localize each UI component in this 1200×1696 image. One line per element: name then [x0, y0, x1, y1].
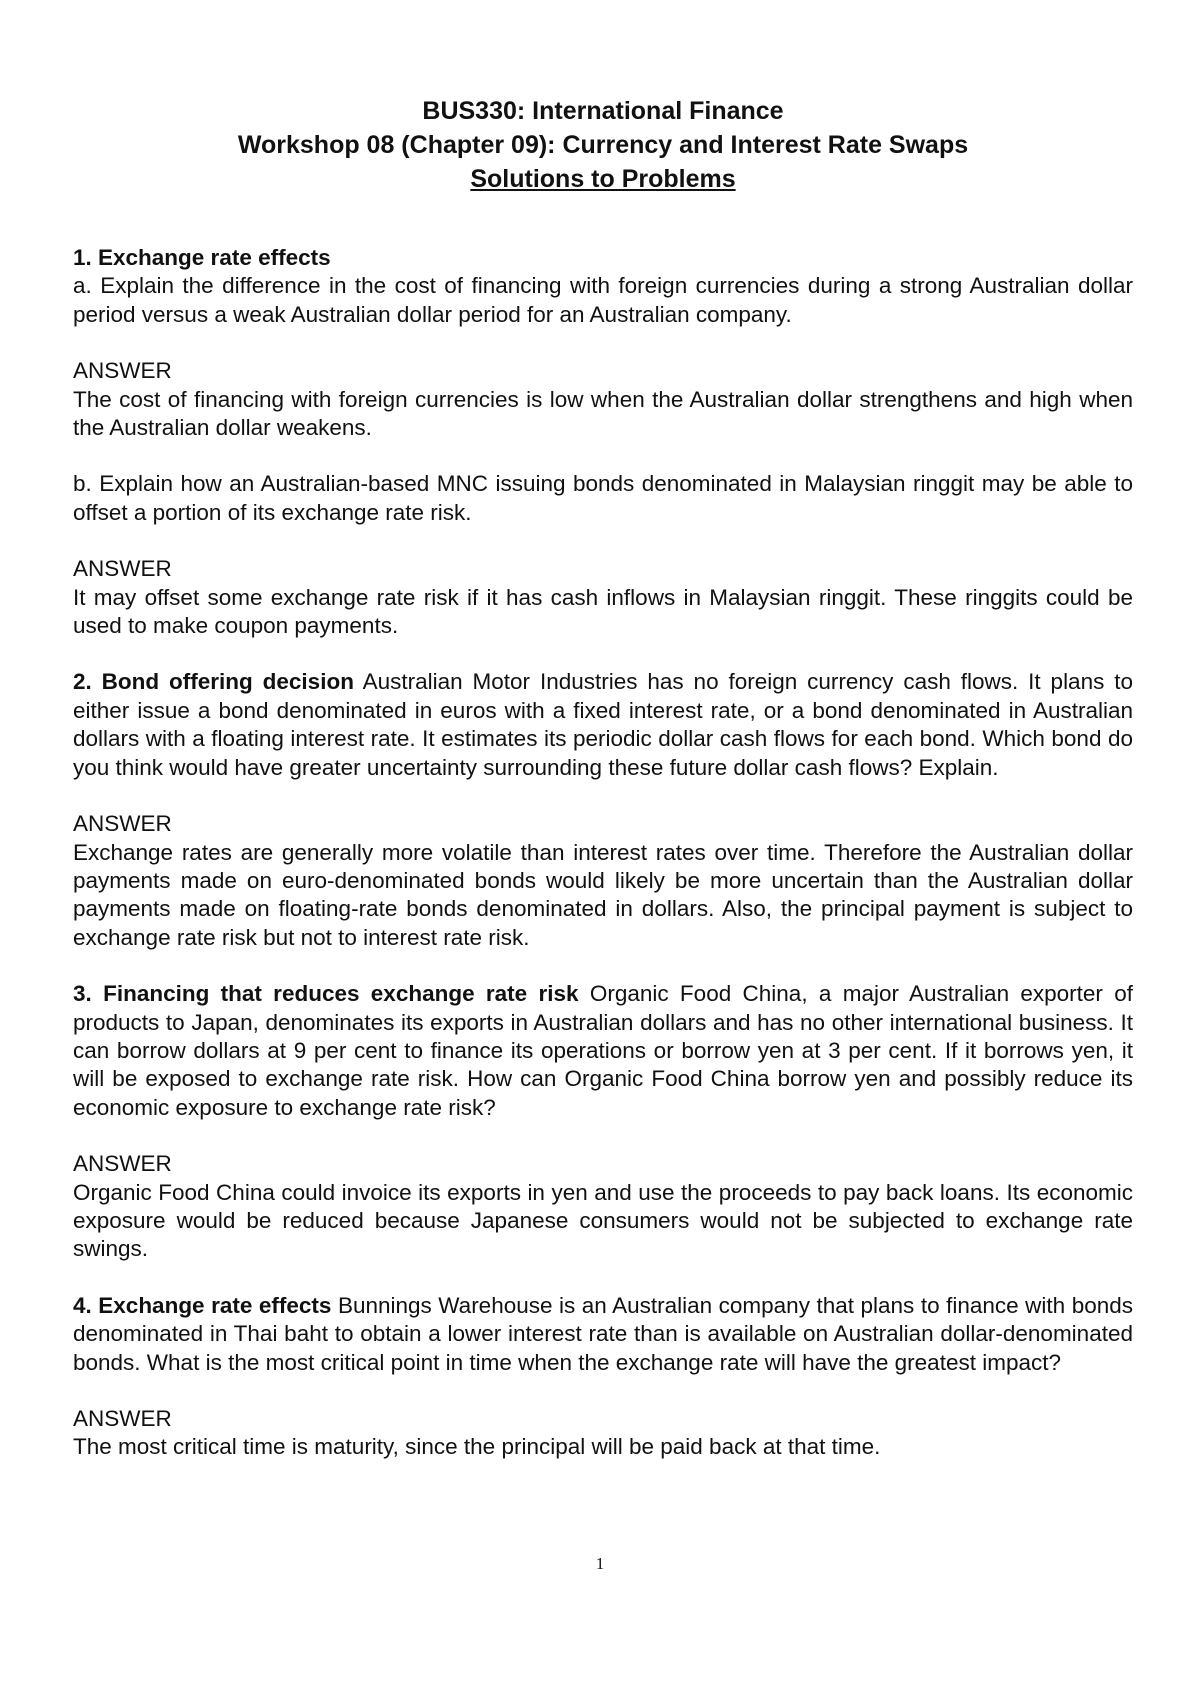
answer-2 — [73, 810, 1133, 952]
question-1b — [73, 470, 1133, 527]
question-1b-text: b. Explain how an Australian-based MNC issuing bonds denominated in Malaysian ringgit may be able to offset a portion of its exchange rate risk. — [73, 471, 1133, 525]
question-3 — [73, 980, 1133, 1122]
question-2-text: Australian Motor Industries has no foreign currency cash flows. It plans to either issue a bond denominated in euros with a fixed interest rate, or a bond denominated in Australian dollars with a floating interest rate. It estimates its periodic dollar cash flows for each bond. Which bond do you think would have greater uncertainty surrounding these future dollar cash flows? Explain. — [73, 669, 1133, 780]
question-3-heading: 3. Financing that reduces exchange rate risk — [73, 981, 579, 1007]
workshop-title: Workshop 08 (Chapter 09): Currency and Interest Rate Swaps — [237, 131, 969, 159]
answer-3 — [73, 1150, 1133, 1264]
question-4 — [73, 1292, 1133, 1377]
page-number: 1 — [595, 1554, 605, 1573]
course-title: BUS330: International Finance — [422, 97, 784, 125]
answer-label: ANSWER — [73, 556, 172, 582]
answer-label: ANSWER — [73, 1151, 172, 1177]
answer-4-text: The most critical time is maturity, since the principal will be paid back at that time. — [73, 1434, 881, 1460]
question-2 — [73, 668, 1133, 782]
answer-2-text: Exchange rates are generally more volatile than interest rates over time. Therefore the Australian dollar payments made on euro-denominated bonds would likely be more uncertain than the Australian dollar payments made on floating-rate bonds denominated in dollars. Also, the principal payment is subject to exchange rate risk but not to interest rate risk. — [73, 839, 1133, 950]
question-1a-text: a. Explain the difference in the cost of financing with foreign currencies during a strong Australian dollar period versus a weak Australian dollar period for an Australian company. — [73, 273, 1133, 327]
answer-label: ANSWER — [73, 811, 172, 837]
answer-3-text: Organic Food China could invoice its exports in yen and use the proceeds to pay back loans. Its economic exposure would be reduced because Japanese consumers would not be subjected to exchange rate swings. — [73, 1179, 1133, 1262]
question-4-text: Bunnings Warehouse is an Australian company that plans to finance with bonds denominated in Thai baht to obtain a lower interest rate than is available on Australian dollar-denominated bonds. What is the most critical point in time when the exchange rate will have the greatest impact? — [73, 1292, 1133, 1375]
document-page — [73, 94, 1133, 1462]
solutions-subtitle: Solutions to Problems — [470, 165, 736, 193]
answer-1a-text: The cost of financing with foreign currencies is low when the Australian dollar strengthens and high when the Australian dollar weakens. — [73, 386, 1133, 441]
answer-label: ANSWER — [73, 358, 172, 384]
question-3-text: Organic Food China, a major Australian exporter of products to Japan, denominates its exports in Australian dollars and has no other international business. It can borrow dollars at 9 per cent to finance its operations or borrow yen at 3 per cent. If it borrows yen, it will be exposed to exchange rate risk. How can Organic Food China borrow yen and possibly reduce its economic exposure to exchange rate risk? — [73, 981, 1134, 1120]
answer-1b-text: It may offset some exchange rate risk if it has cash inflows in Malaysian ringgit. These ringgits could be used to make coupon payments. — [73, 584, 1133, 639]
question-1-heading: 1. Exchange rate effects — [73, 245, 331, 270]
question-1 — [73, 244, 1133, 329]
answer-4 — [73, 1405, 1133, 1462]
answer-label: ANSWER — [73, 1406, 172, 1431]
answer-1b — [73, 555, 1133, 640]
title-block — [73, 94, 1133, 196]
answer-1a — [73, 357, 1133, 442]
question-2-heading: 2. Bond offering decision — [73, 669, 354, 695]
question-4-heading: 4. Exchange rate effects — [73, 1292, 332, 1318]
